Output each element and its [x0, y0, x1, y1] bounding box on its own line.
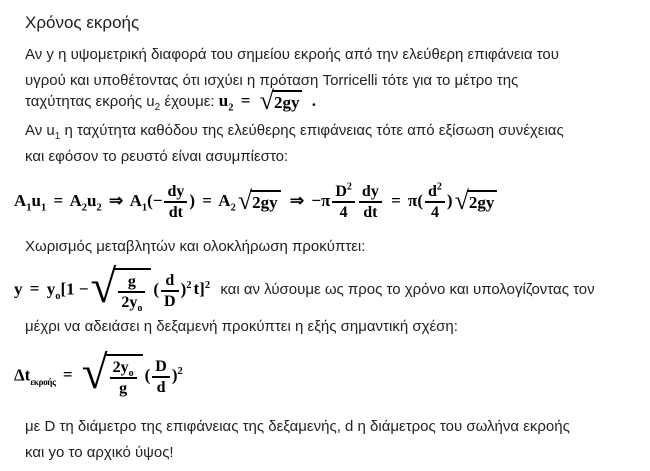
superscript: 2 [346, 181, 352, 193]
body-text: ταχύτητας εκροής u [25, 92, 155, 110]
radicand [105, 354, 143, 399]
close-paren: ) [446, 190, 453, 210]
denominator: dt [168, 204, 184, 221]
math-token: A [218, 190, 231, 210]
height-time-formula-line [14, 261, 595, 314]
subscript: 2 [81, 202, 88, 214]
paragraph-2-line-2: και εφόσον το ρευστό είναι ασυμπίεστο: [25, 148, 289, 165]
body-text: έχουμε: [160, 92, 219, 110]
numerator [110, 359, 137, 379]
subscript: 2 [154, 101, 161, 113]
paragraph-1-line-3 [25, 86, 316, 115]
fraction-d-D [161, 272, 179, 310]
implies-arrow: ⇒ [289, 190, 305, 210]
body-text: η ταχύτητα καθόδου της ελεύθερης επιφάνειας τότε από εξίσωση συνέχειας [60, 122, 564, 139]
paragraph-3-line-1: Χωρισμός μεταβλητών και ολοκλήρωση προκύπτει: [25, 238, 366, 255]
equals-sign: = [29, 279, 40, 299]
math-token: u [218, 90, 229, 110]
close-bracket: ] [199, 279, 205, 299]
fraction-dy-dt [359, 183, 382, 221]
subscript: o [55, 290, 61, 302]
paragraph-1-line-1: Αν y η υψομετρική διαφορά του σημείου εκροής από την ελεύθερη επιφάνεια του [25, 46, 559, 63]
denominator: D [164, 292, 176, 310]
subscript: 1 [41, 202, 47, 214]
subscript: o [128, 367, 134, 379]
numerator: D [152, 358, 170, 378]
open-paren: ( [144, 365, 151, 385]
denominator [118, 293, 145, 314]
denominator: 4 [430, 204, 439, 221]
fraction-D-d [152, 358, 170, 396]
close-paren: ) [180, 279, 187, 299]
radical-sign: √ [81, 347, 108, 399]
superscript: 2 [204, 279, 211, 291]
pi-symbol: π [408, 190, 418, 210]
implies-arrow: ⇒ [109, 190, 124, 210]
fraction-D2-4 [332, 183, 355, 221]
subscript: 1 [54, 131, 61, 142]
subscript: 1 [141, 202, 148, 214]
open-paren: ( [417, 190, 424, 210]
math-token: 2y [112, 358, 129, 376]
superscript: 2 [177, 365, 183, 377]
superscript: 2 [436, 181, 442, 193]
close-paren: ) [189, 190, 196, 210]
math-token: A [69, 190, 82, 210]
radicand: 2gy [272, 90, 303, 114]
superscript: 2 [186, 279, 192, 291]
fraction-dy-dt [164, 183, 187, 221]
math-token: t [193, 279, 200, 299]
numerator: g [118, 273, 145, 293]
radical-sign: √ [259, 86, 274, 115]
square-root [90, 261, 152, 314]
square-root [81, 347, 143, 399]
math-token: u [87, 190, 97, 210]
subscript: 2 [96, 202, 102, 214]
math-token: y [46, 279, 56, 299]
math-token: Δt [14, 365, 31, 385]
continuity-equation [14, 183, 499, 221]
denominator: g [119, 379, 128, 397]
equals-sign: = [240, 90, 251, 110]
equals-sign: = [202, 190, 212, 210]
torricelli-velocity-formula [218, 86, 316, 115]
fraction-g-2yo [118, 272, 145, 314]
square-root [259, 86, 303, 115]
math-token: A [14, 190, 27, 210]
radical-sign: √ [90, 261, 117, 313]
fraction-2yo-g [110, 359, 137, 397]
subscript-ekrois: εκροής [30, 376, 56, 387]
period: . [311, 90, 316, 110]
numerator: d [161, 272, 179, 292]
radicand: 2gy [250, 190, 281, 214]
page-title: Χρόνος εκροής [25, 13, 140, 32]
math-token: d [428, 183, 437, 200]
denominator: dt [363, 204, 378, 221]
close-paren: ) [171, 365, 178, 385]
square-root [454, 186, 498, 215]
radical-sign: √ [237, 186, 253, 215]
subscript: 2 [230, 202, 236, 214]
equals-sign: = [53, 190, 64, 210]
numerator: dy [359, 183, 382, 203]
paragraph-4-line-2: και yo το αρχικό ύψος! [25, 444, 174, 461]
math-token: y [14, 279, 23, 299]
drain-time-formula [14, 347, 183, 399]
equals-sign: = [391, 190, 401, 210]
numerator: dy [164, 183, 187, 203]
math-token: D [335, 183, 347, 200]
paragraph-3-line-2: μέχρι να αδειάσει η δεξαμενή προκύπτει η εξής σημαντική σχέση: [25, 318, 458, 335]
numerator [425, 183, 445, 203]
math-token: A [129, 190, 142, 210]
subscript: 2 [228, 102, 234, 114]
paragraph-1-line-2: υγρού και υποθέτοντας ότι ισχύει η πρόταση Torricelli τότε για το μέτρο της [25, 72, 519, 89]
open-paren: ( [153, 279, 160, 299]
subscript: 1 [26, 202, 32, 214]
inline-continuation-text: και αν λύσουμε ως προς το χρόνο και υπολογίζοντας τον [220, 281, 595, 299]
paragraph-2-line-1 [25, 122, 564, 142]
denominator: d [156, 378, 166, 396]
body-text: Αν u [25, 122, 55, 139]
radical-sign: √ [454, 186, 469, 215]
square-root [237, 186, 281, 215]
denominator: 4 [339, 204, 348, 221]
open-bracket: [ [60, 279, 67, 299]
minus-pi: −π [311, 190, 331, 210]
open-paren-minus: (− [147, 190, 163, 210]
subscript: o [137, 302, 143, 314]
math-token: u [31, 190, 41, 210]
equals-sign: = [62, 365, 73, 385]
radicand: 2gy [467, 190, 498, 214]
radicand [113, 268, 151, 313]
paragraph-4-line-1: με D τη διάμετρο της επιφάνειας της δεξαμενής, d η διάμετρος του σωλήνα εκροής [25, 418, 570, 435]
numerator [332, 183, 355, 203]
fraction-d2-4 [425, 183, 445, 221]
math-token: 1 − [66, 279, 89, 299]
math-token: 2y [121, 293, 138, 311]
